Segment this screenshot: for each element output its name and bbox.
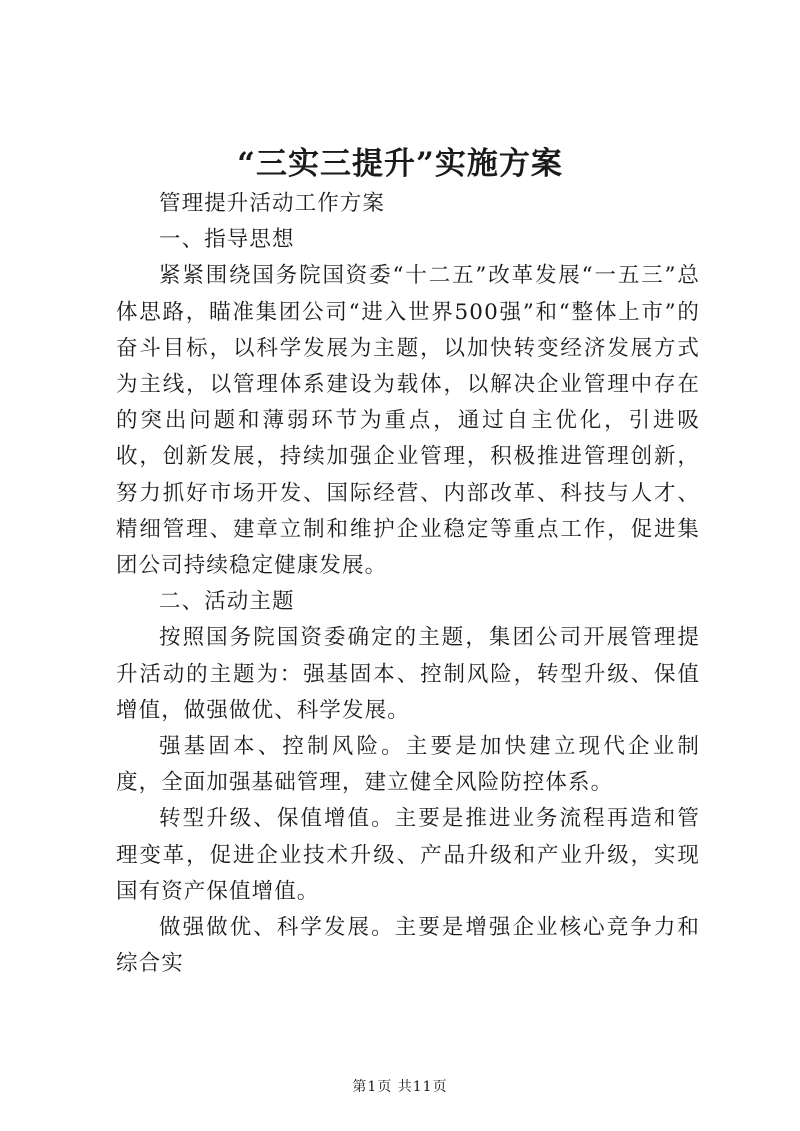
paragraph-transform-upgrade: 转型升级、保值增值。主要是推进业务流程再造和管理变革，促进企业技术升级、产品升级和产业升级，实现国有资产保值增值。 (116, 806, 700, 904)
document-body (116, 186, 700, 982)
section-heading-activity-theme: 二、活动主题 (159, 589, 295, 615)
document-title: “三实三提升”实施方案 (237, 146, 563, 182)
paragraph-guiding-ideology: 紧紧围绕国务院国资委“十二五”改革发展“一五三”总体思路，瞄准集团公司“进入世界500强”和“整体上市”的奋斗目标，以科学发展为主题，以加快转变经济发展方式为主线，以管理体系建设为载体，以解决企业管理中存在的突出问题和薄弱环节为重点，通过自主优化，引进吸收，创新发展，持续加强企业管理，积极推进管理创新，努力抓好市场开发、国际经营、内部改革、科技与人才、精细管理、建章立制和维护企业稳定等重点工作，促进集团公司持续稳定健康发展。 (116, 263, 700, 579)
page-number-footer: 第1页 共11页 (352, 1079, 448, 1095)
paragraph-subtitle: 管理提升活动工作方案 (159, 191, 386, 216)
paragraph-activity-theme: 按照国务院国资委确定的主题，集团公司开展管理提升活动的主题为：强基固本、控制风险，转型升级、保值增值，做强做优、科学发展。 (116, 625, 700, 723)
section-heading-guiding-ideology: 一、指导思想 (159, 227, 295, 253)
paragraph-stronger-better: 做强做优、科学发展。主要是增强企业核心竞争力和综合实 (116, 915, 700, 977)
paragraph-strengthen-foundation: 强基固本、控制风险。主要是加快建立现代企业制度，全面加强基础管理，建立健全风险防控体系。 (116, 734, 700, 796)
